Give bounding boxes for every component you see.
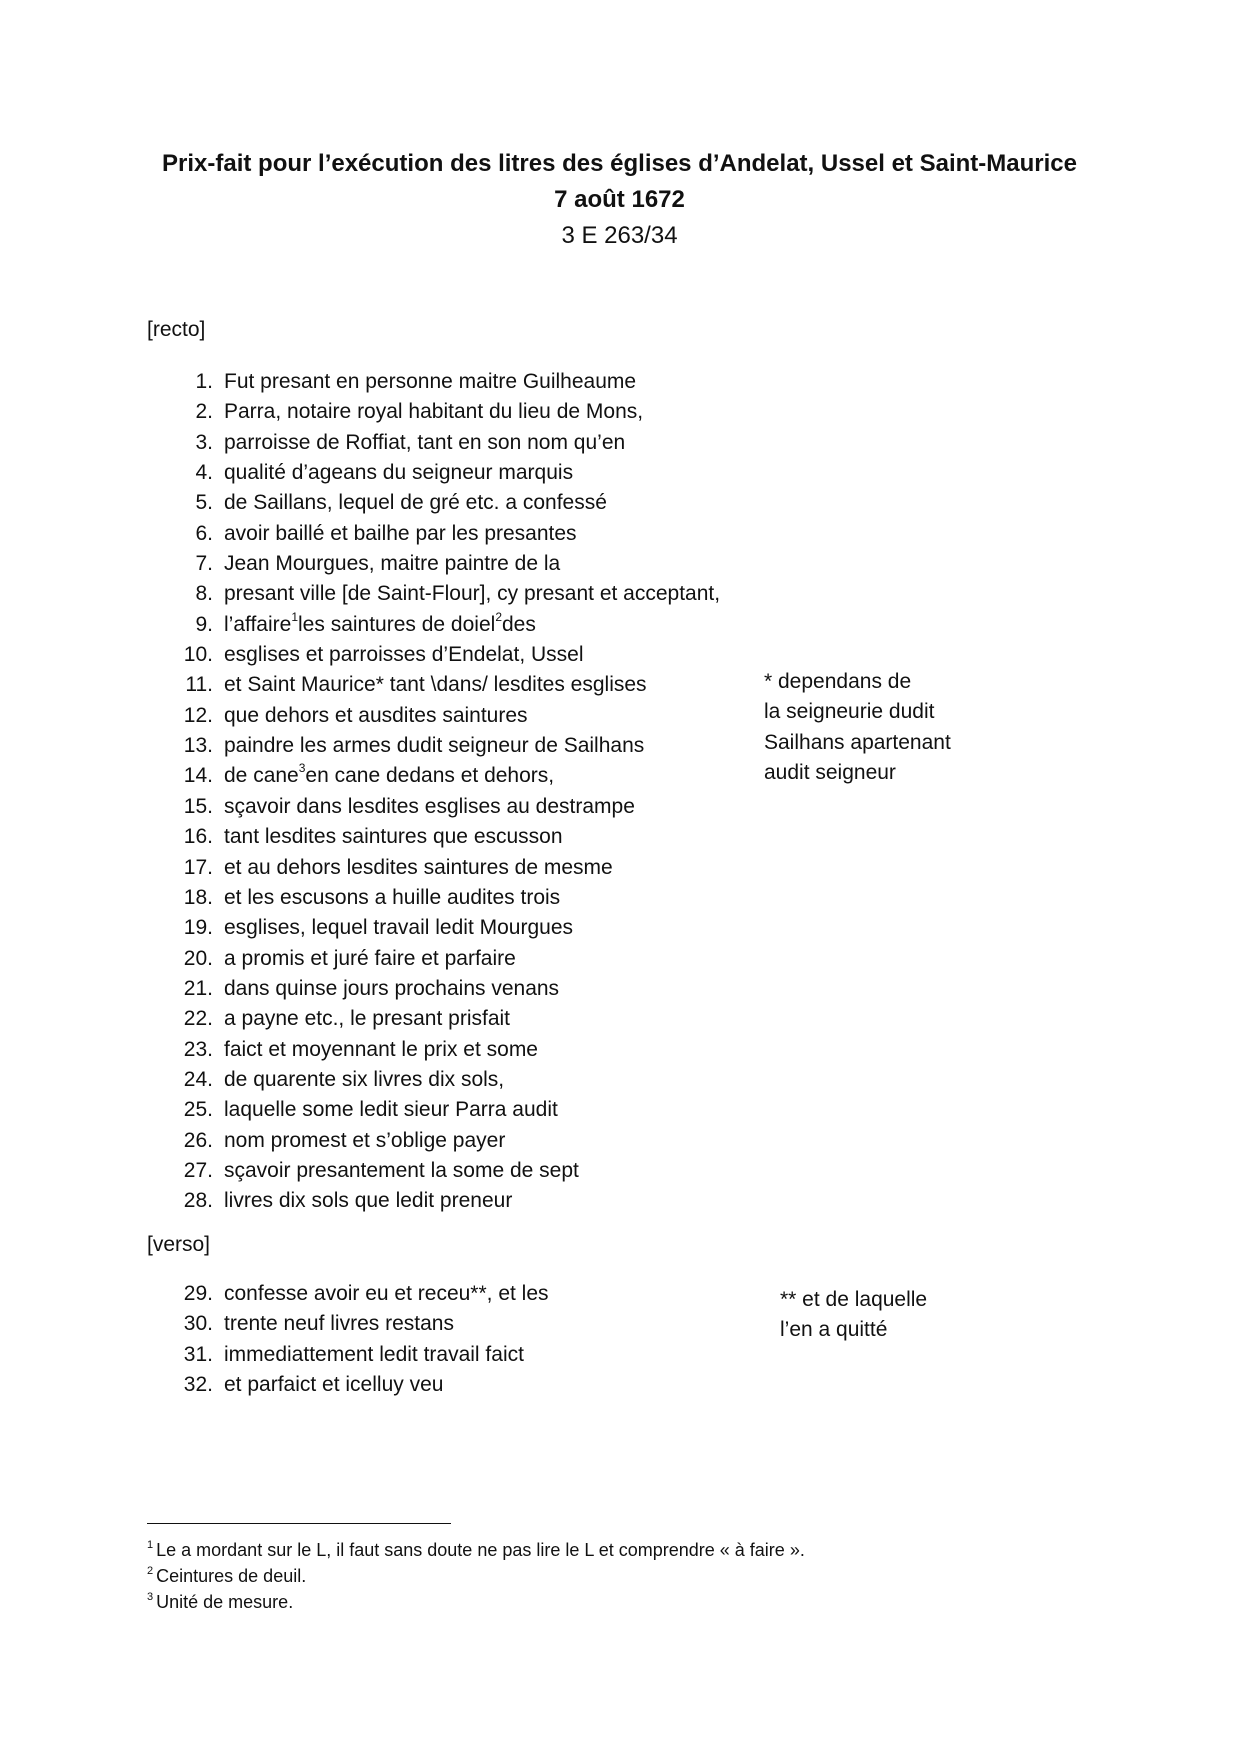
margin-note-line: l’en a quitté [780,1318,888,1342]
transcription-line [180,761,720,791]
line-number: 31. [183,1342,213,1366]
transcription-line [180,670,720,700]
line-number: 21. [183,976,213,1000]
footnote-separator [147,1523,451,1524]
transcription-line [180,1004,720,1034]
line-text: tant lesdites saintures que escusson [224,825,563,849]
line-text: laquelle some ledit sieur Parra audit [224,1098,558,1122]
line-text: de quarente six livres dix sols, [224,1067,505,1091]
margin-note-line: la seigneurie dudit [764,700,935,724]
line-number: 6. [195,521,213,545]
transcription-line [180,731,720,761]
line-number: 12. [183,703,213,727]
line-number: 30. [183,1312,213,1336]
transcription-line [180,974,720,1004]
transcription-line [180,1126,720,1156]
line-number: 15. [183,794,213,818]
line-text: a payne etc., le presant prisfait [224,1007,510,1031]
line-text: immediattement ledit travail faict [224,1342,524,1366]
line-text: trente neuf livres restans [224,1312,454,1336]
line-number: 18. [183,885,213,909]
line-number: 11. [185,673,213,697]
line-number: 20. [183,946,213,970]
footnote-number: 2 [147,1565,154,1577]
document-title: Prix-fait pour l’exécution des litres des églises d’Andelat, Ussel et Saint-Maurice [162,150,1077,177]
line-text: de Saillans, lequel de gré etc. a confessé [224,491,607,515]
transcription-line [180,458,720,488]
line-number: 8. [195,582,213,606]
line-number: 10. [183,643,213,667]
line-text: Jean Mourgues, maitre paintre de la [224,552,561,576]
line-number: 22. [183,1007,213,1031]
line-text: et les escusons a huille audites trois [224,885,561,909]
line-number: 17. [183,855,213,879]
transcription-line [180,640,720,670]
line-text: nom promest et s’oblige payer [224,1128,506,1152]
line-number: 3. [195,430,213,454]
transcription-line [180,944,720,974]
line-number: 4. [195,461,213,485]
line-text: livres dix sols que ledit preneur [224,1189,513,1213]
line-number: 32. [183,1373,213,1397]
footnote-reference: 3 [298,761,306,776]
line-number: 23. [183,1037,213,1061]
line-text: paindre les armes dudit seigneur de Sailhans [224,734,645,758]
line-text: sçavoir presantement la some de sept [224,1158,579,1182]
line-number: 1. [195,370,213,393]
line-text: Parra, notaire royal habitant du lieu de Mons, [224,400,644,424]
verso-transcription [180,1279,549,1400]
transcription-line [180,1279,549,1309]
footnote-item: $^3$ Unité de mesure. [147,1591,294,1612]
margin-note-line: * dependans de [764,670,912,693]
line-text: Fut presant en personne maitre Guilheaume [224,370,637,393]
line-text: sçavoir dans lesdites esglises au destrampe [224,794,635,818]
line-number: 28. [183,1189,213,1213]
transcription-line [180,701,720,731]
transcription-line [180,1065,720,1095]
margin-note-double-asterisk [780,1285,927,1346]
archive-reference: 3 E 263/34 [561,222,678,249]
line-text: qualité d’ageans du seigneur marquis [224,461,574,485]
footnote-item: $^2$ Ceintures de deuil. [147,1565,307,1586]
transcription-line [180,610,720,640]
margin-note-line: Sailhans apartenant [764,730,951,754]
line-number: 9. [195,612,213,636]
line-text: l’affaire$^1$les saintures de doiel$^2$des [224,609,536,636]
transcription-line [180,853,720,883]
line-text: presant ville [de Saint-Flour], cy presant et acceptant, [224,582,721,606]
transcription-line [180,822,720,852]
line-number: 25. [183,1098,213,1122]
transcription-line [180,1340,549,1370]
line-number: 19. [183,916,213,940]
line-number: 14. [183,764,213,788]
line-text: avoir baillé et bailhe par les presantes [224,521,577,545]
document-date: 7 août 1672 [554,186,685,213]
transcription-line [180,1156,720,1186]
line-number: 26. [183,1128,213,1152]
line-number: 27. [183,1158,213,1182]
margin-note-line: audit seigneur [764,761,896,785]
footnote-number: 3 [147,1591,154,1603]
transcription-line [180,488,720,518]
line-text: faict et moyennant le prix et some [224,1037,538,1061]
line-text: dans quinse jours prochains venans [224,976,560,1000]
transcription-line [180,1186,720,1216]
line-number: 5. [195,491,213,515]
footnote-reference: 1 [291,609,299,624]
transcription-line [180,1309,549,1339]
line-number: 2. [195,400,213,424]
line-number: 29. [183,1282,213,1305]
line-text: et parfaict et icelluy veu [224,1373,444,1397]
line-text: confesse avoir eu et receu**, et les [224,1282,549,1305]
transcription-line [180,913,720,943]
line-text: esglises et parroisses d’Endelat, Ussel [224,643,584,667]
transcription-line [180,579,720,609]
recto-label: [recto] [147,318,206,341]
title-block [120,146,1119,254]
transcription-line [180,549,720,579]
line-text: esglises, lequel travail ledit Mourgues [224,916,574,940]
footnote-reference: 2 [495,609,502,624]
margin-note-asterisk [764,667,951,788]
line-text: parroisse de Roffiat, tant en son nom qu’en [224,430,626,454]
footnote-item: $^1$ Le a mordant sur le L, il faut sans doute ne pas lire le L et comprendre « à faire ». [147,1539,805,1560]
line-number: 24. [183,1067,213,1091]
line-text: que dehors et ausdites saintures [224,703,528,727]
line-number: 7. [195,552,213,576]
line-number: 16. [183,825,213,849]
transcription-line [180,792,720,822]
footnote-number: 1 [147,1539,154,1551]
line-text: de cane$^3$en cane dedans et dehors, [224,761,555,788]
line-text: et au dehors lesdites saintures de mesme [224,855,613,879]
transcription-line [180,1095,720,1125]
transcription-line [180,519,720,549]
transcription-line [180,397,720,427]
footnotes [147,1537,805,1615]
transcription-line [180,1370,549,1400]
transcription-line [180,367,720,397]
transcription-line [180,1035,720,1065]
verso-label: [verso] [147,1233,211,1256]
transcription-line [180,428,720,458]
line-number: 13. [183,734,213,758]
line-text: a promis et juré faire et parfaire [224,946,516,970]
margin-note-line: ** et de laquelle [780,1288,928,1311]
recto-transcription [180,367,720,1217]
transcription-line [180,883,720,913]
line-text: et Saint Maurice* tant \dans/ lesdites esglises [224,673,647,697]
